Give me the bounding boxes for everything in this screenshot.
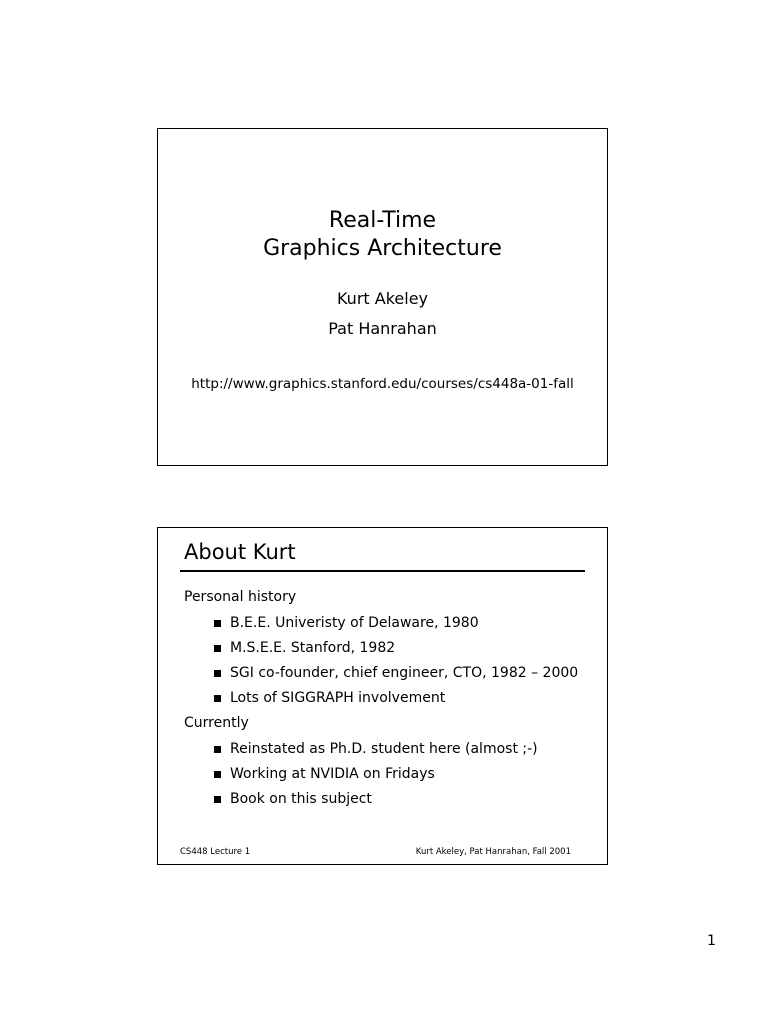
author-name: Kurt Akeley	[336, 289, 428, 308]
list-item-text: Working at NVIDIA on Fridays	[230, 766, 435, 782]
square-bullet-icon	[214, 771, 221, 778]
square-bullet-icon	[214, 670, 221, 677]
list-item-text: SGI co-founder, chief engineer, CTO, 1982 – 2000	[230, 665, 579, 681]
title-slide	[157, 128, 608, 466]
square-bullet-icon	[214, 695, 221, 702]
slide-footer-credits: Kurt Akeley, Pat Hanrahan, Fall 2001	[415, 847, 571, 857]
list-item-text: Book on this subject	[230, 791, 372, 807]
slide-title-line-2: Graphics Architecture	[263, 236, 502, 261]
list-item-text: B.E.E. Univeristy of Delaware, 1980	[230, 615, 479, 631]
list-item	[214, 614, 479, 632]
slide-footer-course: CS448 Lecture 1	[180, 847, 251, 857]
list-item-text: Lots of SIGGRAPH involvement	[230, 690, 446, 706]
list-item	[214, 790, 372, 808]
about-slide	[157, 527, 608, 865]
list-item	[214, 740, 538, 758]
square-bullet-icon	[214, 746, 221, 753]
slide-title-line-1: Real-Time	[328, 208, 437, 233]
square-bullet-icon	[214, 645, 221, 652]
title-divider	[180, 570, 585, 572]
list-item	[214, 765, 435, 783]
section-heading: Currently	[184, 715, 249, 731]
list-item-text: Reinstated as Ph.D. student here (almost ;-)	[230, 741, 538, 757]
square-bullet-icon	[214, 796, 221, 803]
list-item	[214, 689, 445, 707]
page-number: 1	[707, 933, 716, 949]
list-item	[214, 639, 395, 657]
slide-title	[158, 207, 607, 263]
section-heading: Personal history	[184, 589, 297, 605]
square-bullet-icon	[214, 620, 221, 627]
course-url: http://www.graphics.stanford.edu/courses/cs448a-01-fall	[191, 376, 574, 392]
list-item	[214, 664, 578, 682]
author-name: Pat Hanrahan	[328, 319, 437, 338]
slide-heading: About Kurt	[184, 540, 296, 564]
list-item-text: M.S.E.E. Stanford, 1982	[230, 640, 396, 656]
